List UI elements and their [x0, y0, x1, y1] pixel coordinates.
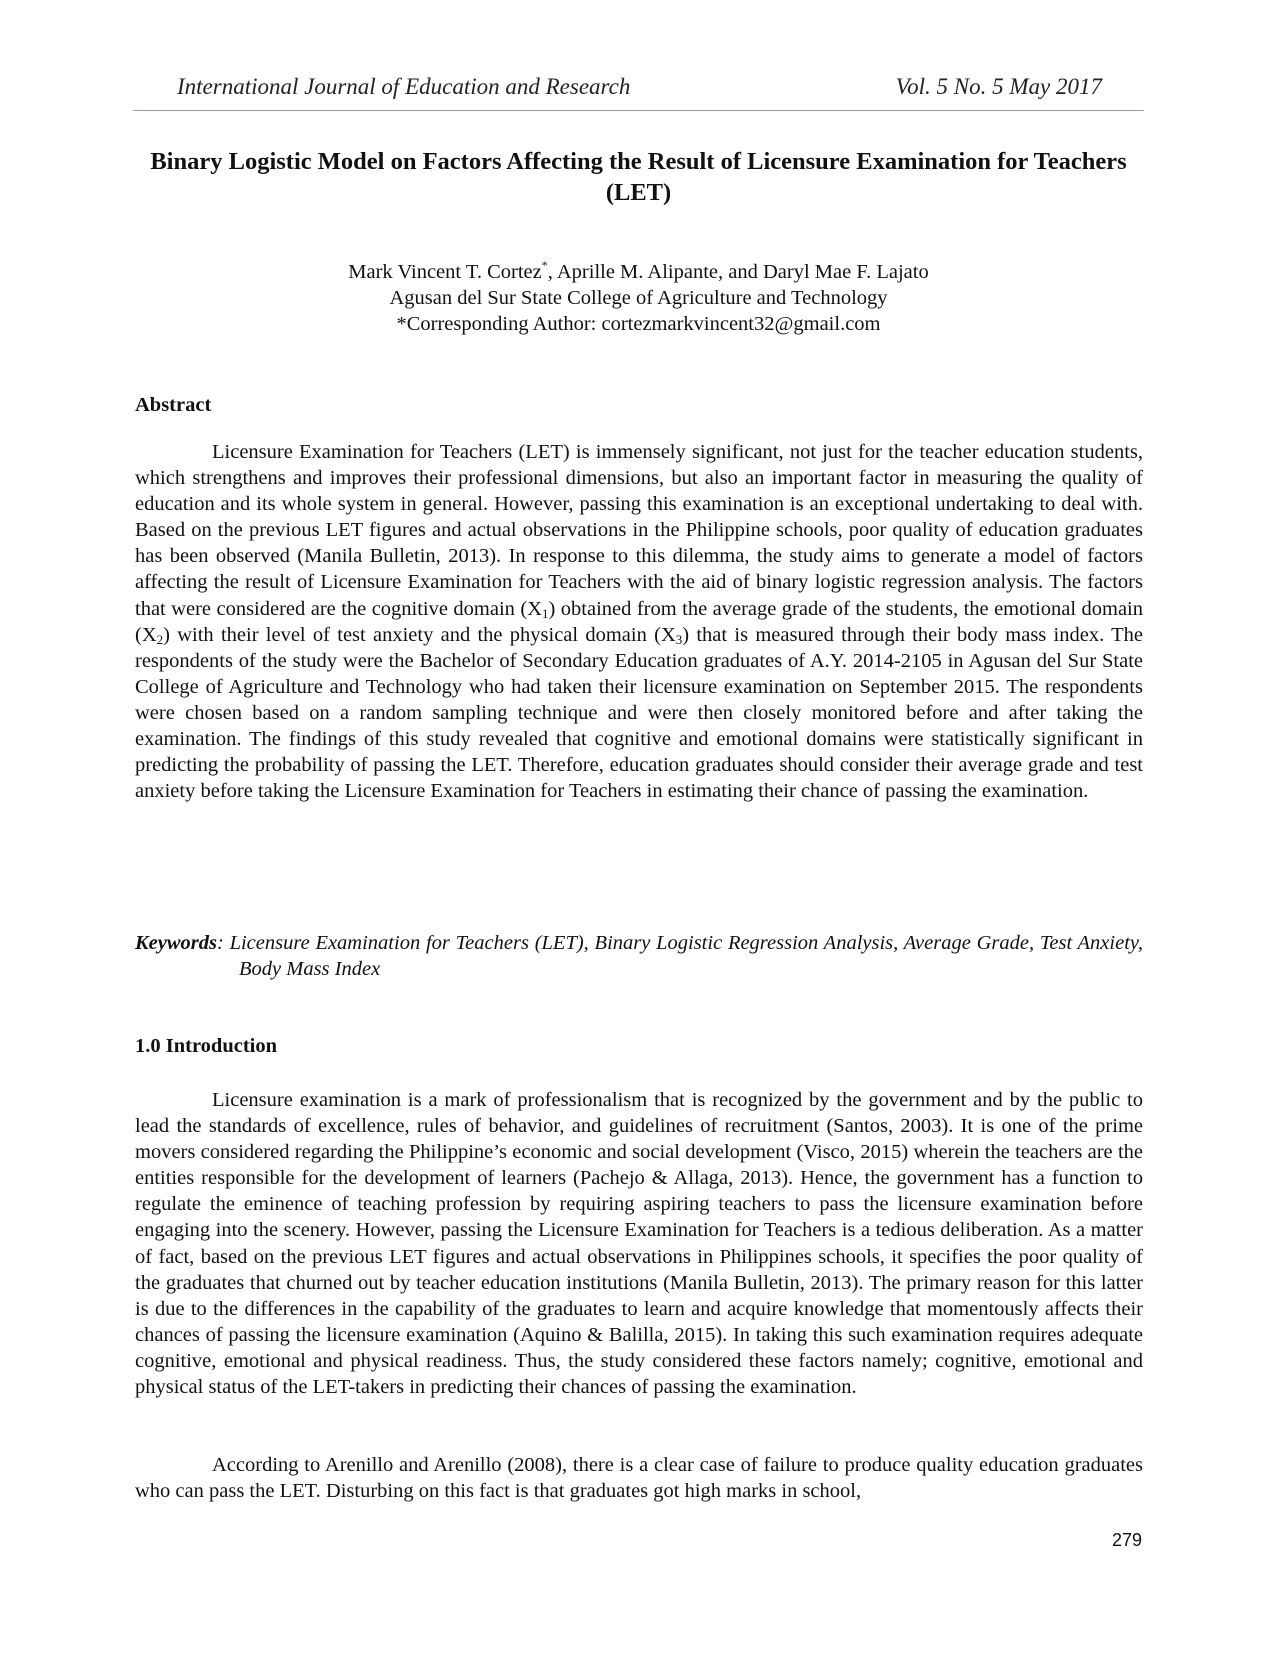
keywords-label: Keywords [135, 932, 217, 954]
author-names [133, 259, 1144, 285]
abstract-text-part-3: ) with their level of test anxiety and the physical domain (X [163, 623, 676, 646]
affiliation: Agusan del Sur State College of Agriculture and Technology [389, 287, 888, 309]
abstract-text-part-4: ) that is measured through their body mass index. The respondents of the study were the Bachelor of Secondary Education graduates of A.Y. 2014-2105 in Agusan del Sur State College of Agriculture and Technology who had taken their licensure examination on September 2015. The respondents were chosen based on a random sampling technique and were then closely monitored before and after taking the examination. The findings of this study revealed that cognitive and emotional domains were statistically significant in predicting the probability of passing the LET. Therefore, education graduates should consider their average grade and test anxiety before taking the Licensure Examination for Teachers in estimating their chance of passing the examination. [135, 623, 1143, 803]
running-header [133, 70, 1144, 111]
paper-title: Binary Logistic Model on Factors Affecting the Result of Licensure Examination for Teachers (LET) [150, 148, 1127, 206]
keywords-text: : Licensure Examination for Teachers (LET), Binary Logistic Regression Analysis, Average Grade, Test Anxiety, Body Mass Index [217, 932, 1143, 980]
abstract-heading: Abstract [135, 394, 212, 416]
corresponding-author: *Corresponding Author: cortezmarkvincent32@gmail.com [396, 313, 881, 335]
abstract-text [135, 439, 1143, 804]
subscript-2: 2 [156, 631, 164, 647]
author-block [133, 259, 1144, 337]
keywords [135, 930, 1143, 982]
introduction-paragraph-1: Licensure examination is a mark of professionalism that is recognized by the government and by the public to lead the standards of excellence, rules of behavior, and guidelines of recruitment (Santos, 2003). It is one of the prime movers considered regarding the Philippine’s economic and social development (Visco, 2015) wherein the teachers are the entities responsible for the development of learners (Pachejo & Allaga, 2013). Hence, the government has a function to regulate the eminence of teaching profession by requiring aspiring teachers to pass the licensure examination before engaging into the scenery. However, passing the Licensure Examination for Teachers is a tedious deliberation. As a matter of fact, based on the previous LET figures and actual observations in Philippines schools, it specifies the poor quality of the graduates that churned out by teacher education institutions (Manila Bulletin, 2013). The primary reason for this latter is due to the differences in the capability of the graduates to learn and acquire knowledge that momentously affects their chances of passing the licensure examination (Aquino & Balilla, 2015). In taking this such examination requires adequate cognitive, emotional and physical readiness. Thus, the study considered these factors namely; cognitive, emotional and physical status of the LET-takers in predicting their chances of passing the examination. [135, 1089, 1143, 1399]
abstract-text-part-2: ) obtained from the average grade of the students, the emotional domain (X [135, 597, 1144, 646]
journal-name: International Journal of Education and Research [177, 74, 631, 99]
first-author: Mark Vincent T. Cortez [348, 261, 542, 283]
volume-info: Vol. 5 No. 5 May 2017 [895, 74, 1102, 99]
subscript-3: 3 [675, 631, 683, 647]
page-number: 279 [1111, 1530, 1142, 1550]
introduction-heading: 1.0 Introduction [135, 1035, 278, 1057]
abstract-text-part-1: Licensure Examination for Teachers (LET) is immensely significant, not just for the teacher education students, which strengthens and improves their professional dimensions, but also an important factor in measuring the quality of education and its whole system in general. However, passing this examination is an exceptional undertaking to deal with. Based on the previous LET figures and actual observations in the Philippine schools, poor quality of education graduates has been observed (Manila Bulletin, 2013). In response to this dilemma, the study aims to generate a model of factors affecting the result of Licensure Examination for Teachers with the aid of binary logistic regression analysis. The factors that were considered are the cognitive domain (X [135, 441, 1143, 620]
introduction-paragraph-2: According to Arenillo and Arenillo (2008), there is a clear case of failure to produce quality education graduates who can pass the LET. Disturbing on this fact is that graduates got high marks in school, [135, 1454, 1143, 1503]
corresponding-mark: * [541, 258, 548, 272]
subscript-1: 1 [542, 605, 549, 621]
other-authors: , Aprille M. Alipante, and Daryl Mae F. Lajato [547, 261, 929, 283]
